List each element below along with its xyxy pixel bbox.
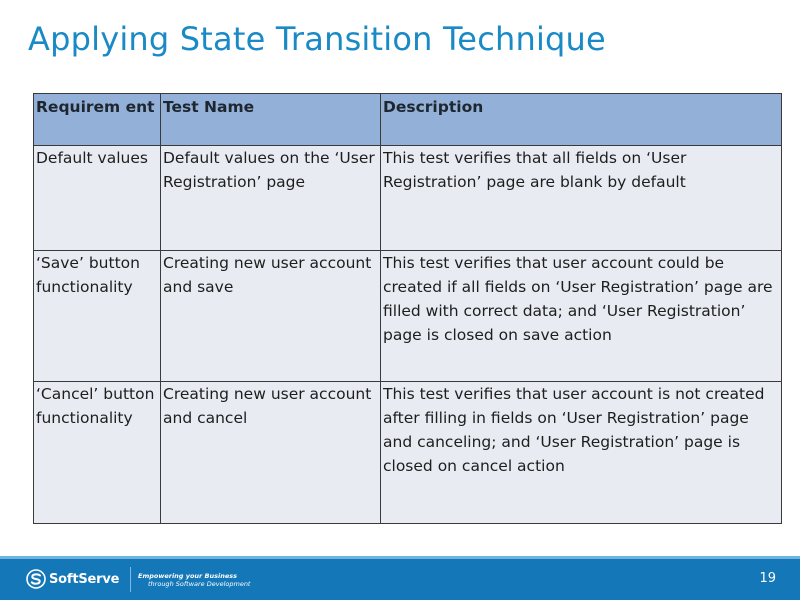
cell-description: This test verifies that user account could be created if all fields on ‘User Registration’ page are filled with correct data; and ‘User Registration’ page is closed on save action <box>381 251 782 382</box>
cell-requirement: ‘Cancel’ button functionality <box>34 382 161 524</box>
cell-description: This test verifies that user account is not created after filling in fields on ‘User Registration’ page and canceling; and ‘User Registration’ page is closed on cancel action <box>381 382 782 524</box>
footer-accent-stripe <box>0 556 800 559</box>
test-cases-table <box>33 93 782 524</box>
page-number: 19 <box>759 571 776 586</box>
tagline-line-1: Empowering your Business <box>138 572 237 580</box>
table-header-row <box>34 94 782 146</box>
table-row <box>34 382 782 524</box>
cell-requirement: Default values <box>34 146 161 251</box>
table-row <box>34 146 782 251</box>
cell-requirement: ‘Save’ button functionality <box>34 251 161 382</box>
tagline-line-2: through Software Development <box>148 580 251 588</box>
slide-footer <box>0 559 800 600</box>
footer-divider <box>130 567 131 592</box>
footer-tagline <box>138 572 250 588</box>
cell-test-name: Creating new user account and cancel <box>161 382 381 524</box>
cell-test-name: Default values on the ‘User Registration’ page <box>161 146 381 251</box>
cell-test-name: Creating new user account and save <box>161 251 381 382</box>
header-description: Description <box>381 94 782 146</box>
header-test-name: Test Name <box>161 94 381 146</box>
header-requirement: Requirem ent <box>34 94 161 146</box>
table-row <box>34 251 782 382</box>
cell-description: This test verifies that all fields on ‘User Registration’ page are blank by default <box>381 146 782 251</box>
softserve-logo <box>26 569 119 589</box>
brand-name: SoftServe <box>49 571 120 587</box>
softserve-logo-icon <box>26 569 46 589</box>
slide-title: Applying State Transition Technique <box>28 20 606 58</box>
